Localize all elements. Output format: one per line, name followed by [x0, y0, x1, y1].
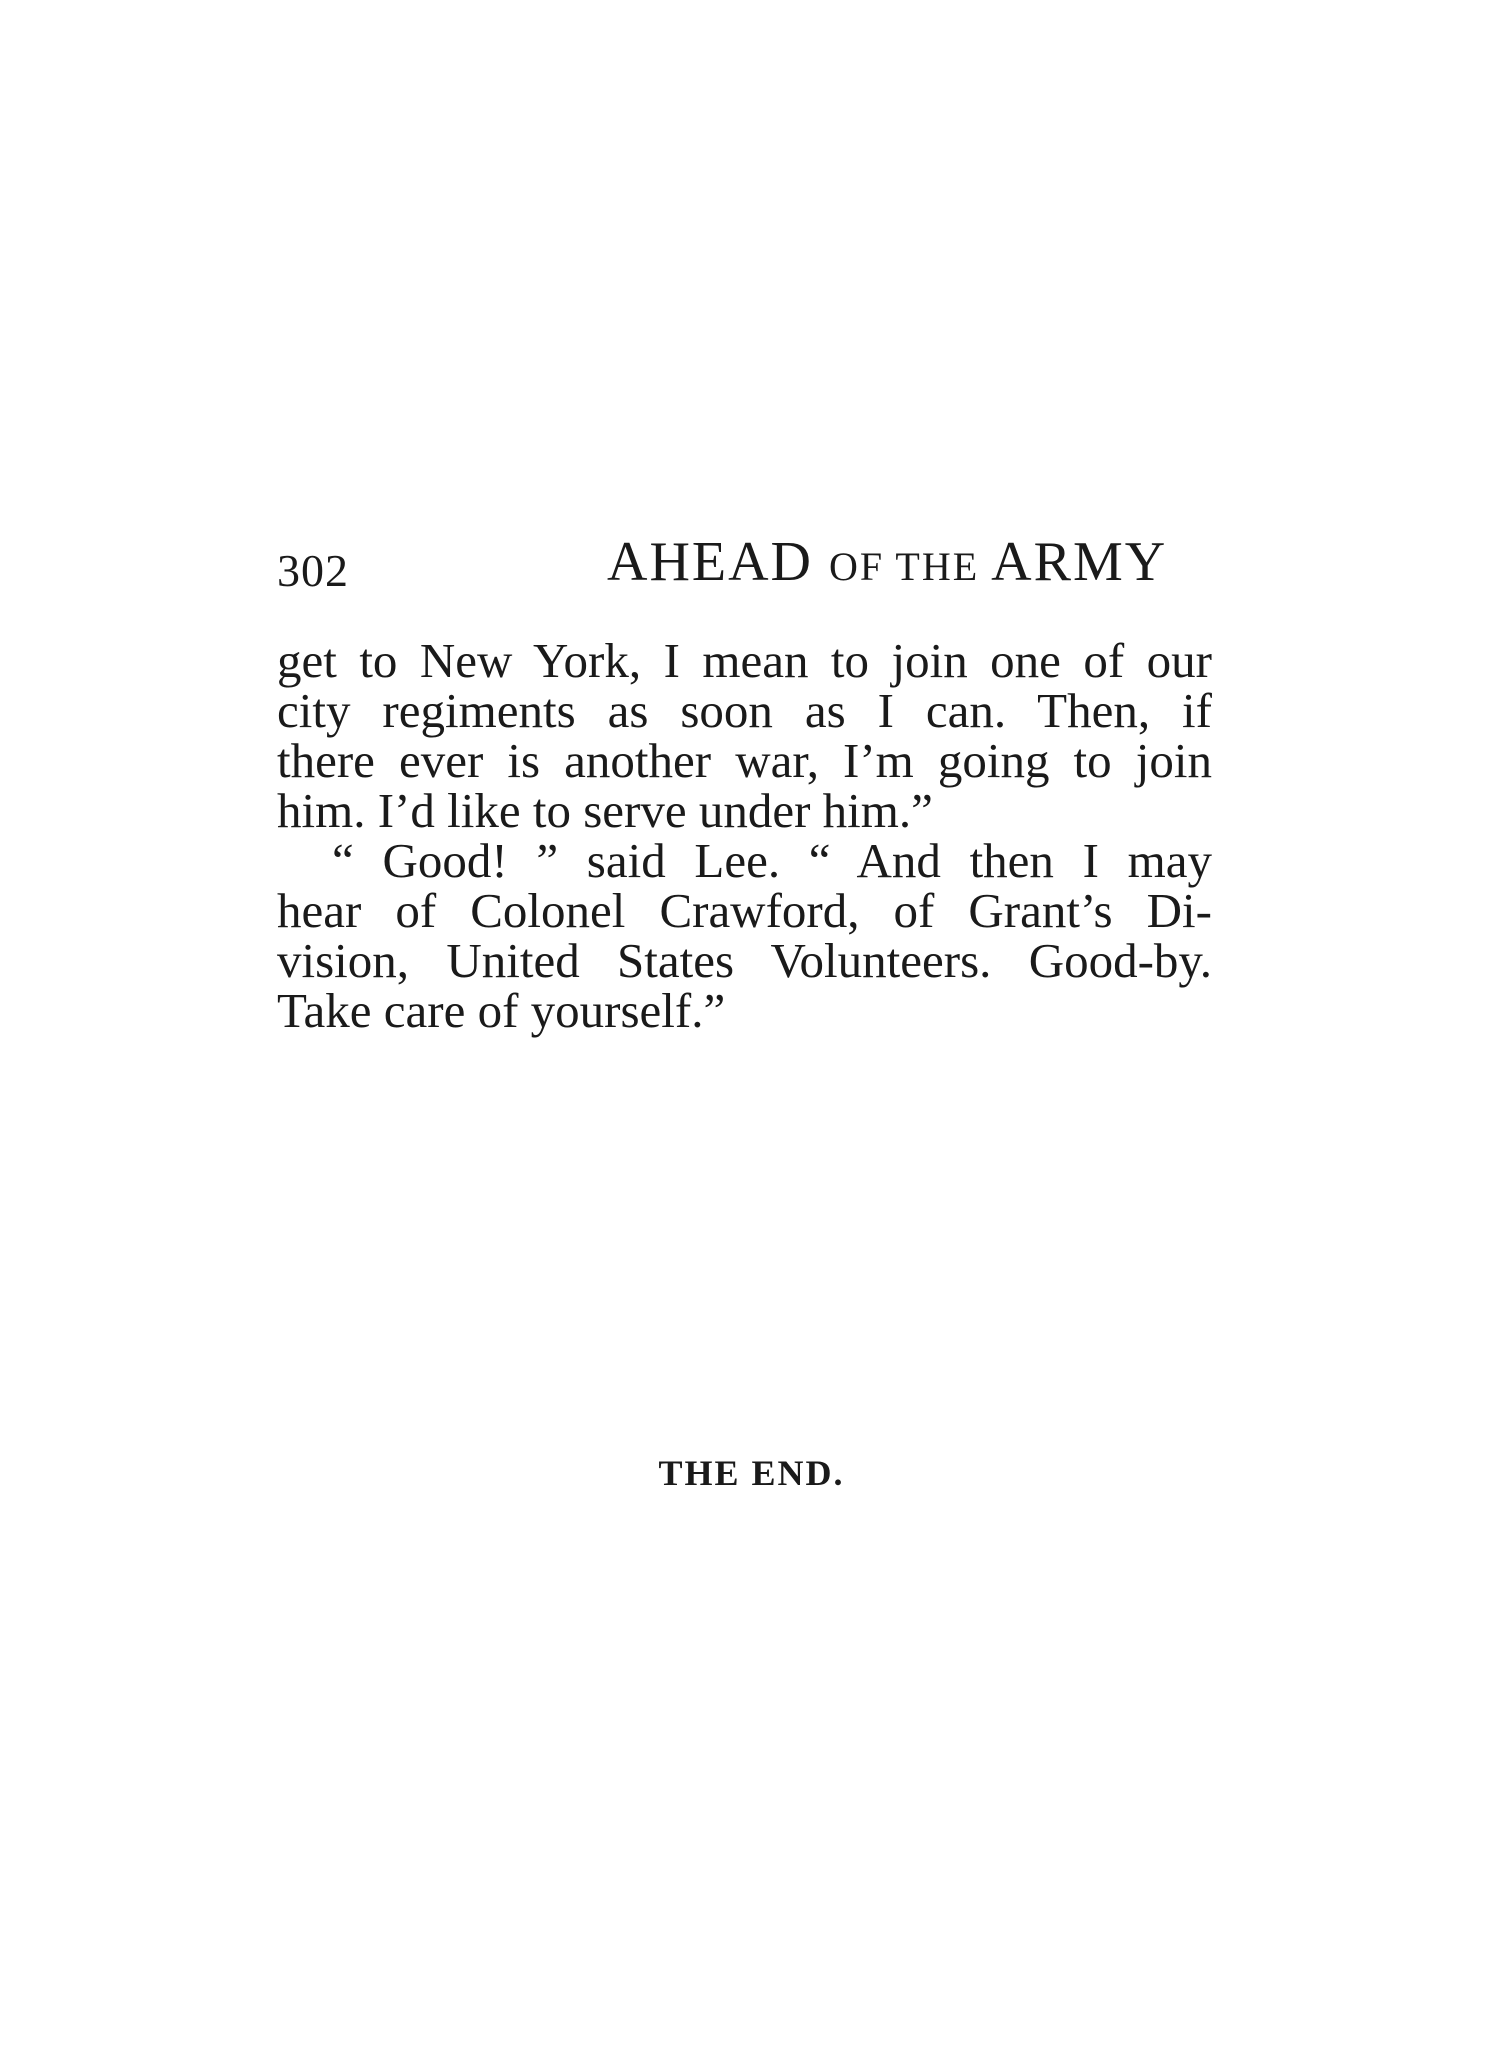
the-end: THE END.	[658, 1453, 845, 1493]
text-line: city regiments as soon as I can. Then, if	[277, 683, 1212, 738]
text-line: vision, United States Volunteers. Good-by.	[277, 933, 1212, 988]
text-line: “ Good! ” said Lee. “ And then I may	[332, 833, 1212, 888]
text-line: there ever is another war, I’m going to join	[277, 733, 1212, 788]
running-title-part: ARMY	[991, 531, 1168, 593]
running-head	[277, 530, 1212, 600]
text-line: Take care of yourself.”	[277, 983, 726, 1038]
page-number: 302	[277, 545, 349, 596]
body-text	[277, 633, 1212, 1038]
text-line: him. I’d like to serve under him.”	[277, 783, 933, 838]
running-title-part: OF THE	[828, 544, 992, 589]
running-title	[607, 530, 1167, 594]
text-line: hear of Colonel Crawford, of Grant’s Di-	[277, 883, 1212, 938]
text-line: get to New York, I mean to join one of our	[277, 633, 1212, 688]
running-title-part: AHEAD	[607, 531, 829, 593]
